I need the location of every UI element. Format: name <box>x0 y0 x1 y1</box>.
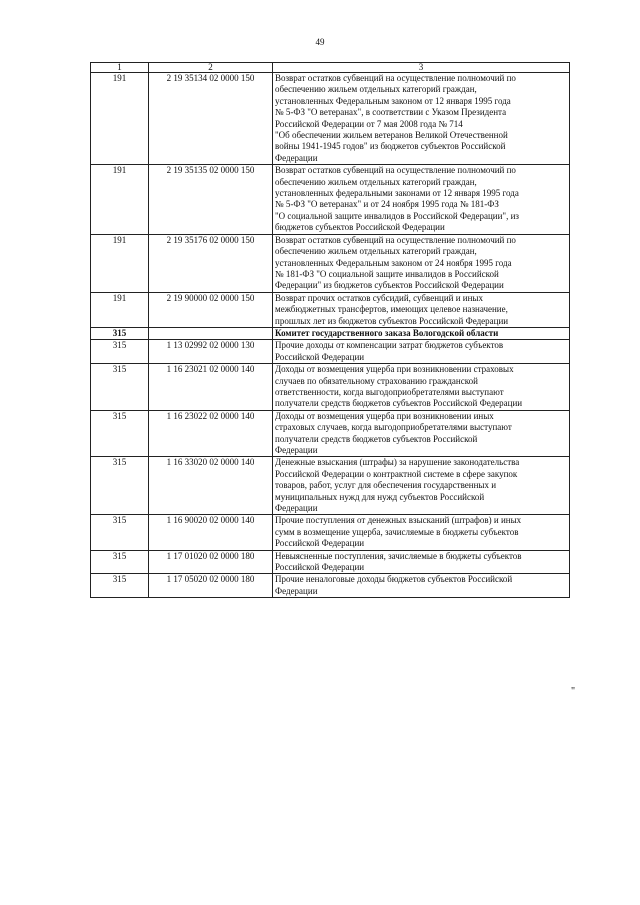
table-row <box>91 457 570 515</box>
description-cell: Прочие поступления от денежных взысканий (штрафов) и иных сумм в возмещение ущерба, зачисляемые в бюджеты субъектов Российской Федерации <box>273 515 570 550</box>
row-number-cell: 191 <box>91 292 149 327</box>
row-number-cell: 315 <box>91 327 149 339</box>
budget-code-cell: 1 16 33020 02 0000 140 <box>149 457 273 515</box>
closing-quote: " <box>571 686 576 697</box>
description-cell: Возврат остатков субвенций на осуществление полномочий по обеспечению жильем отдельных категорий граждан, установленных Федеральным законом от 24 ноября 1995 года № 181-ФЗ "О социальной защите инвалидов в Российской Федерации" из бюджетов субъектов Российской Федерации <box>273 234 570 292</box>
table-row <box>91 410 570 457</box>
row-number-cell: 315 <box>91 457 149 515</box>
budget-code-cell: 2 19 35176 02 0000 150 <box>149 234 273 292</box>
table-row <box>91 574 570 598</box>
column-header-3: 3 <box>273 63 570 73</box>
description-cell: Доходы от возмещения ущерба при возникновении страховых случаев по обязательному страхованию гражданской ответственности, когда выгодоприобретателями выступают получатели средств бюджетов субъектов Российской Федерации <box>273 364 570 411</box>
table-row <box>91 364 570 411</box>
budget-code-cell: 1 16 23021 02 0000 140 <box>149 364 273 411</box>
table-row <box>91 234 570 292</box>
budget-code-cell: 2 19 35135 02 0000 150 <box>149 165 273 234</box>
column-header-2: 2 <box>149 63 273 73</box>
budget-code-cell: 1 16 23022 02 0000 140 <box>149 410 273 457</box>
budget-code-cell <box>149 327 273 339</box>
row-number-cell: 315 <box>91 364 149 411</box>
row-number-cell: 191 <box>91 234 149 292</box>
table-row <box>91 292 570 327</box>
row-number-cell: 315 <box>91 340 149 364</box>
row-number-cell: 315 <box>91 515 149 550</box>
budget-classification-table <box>90 62 570 598</box>
description-cell: Прочие доходы от компенсации затрат бюджетов субъектов Российской Федерации <box>273 340 570 364</box>
table-row <box>91 550 570 574</box>
budget-code-cell: 1 16 90020 02 0000 140 <box>149 515 273 550</box>
table-row <box>91 73 570 165</box>
table-header-row <box>91 63 570 73</box>
budget-code-cell: 2 19 90000 02 0000 150 <box>149 292 273 327</box>
row-number-cell: 191 <box>91 165 149 234</box>
description-cell: Доходы от возмещения ущерба при возникновении иных страховых случаев, когда выгодоприобретателями выступают получатели средств бюджетов субъектов Российской Федерации <box>273 410 570 457</box>
row-number-cell: 191 <box>91 73 149 165</box>
description-cell: Невыясненные поступления, зачисляемые в бюджеты субъектов Российской Федерации <box>273 550 570 574</box>
row-number-cell: 315 <box>91 410 149 457</box>
table-row <box>91 340 570 364</box>
column-header-1: 1 <box>91 63 149 73</box>
description-cell: Возврат остатков субвенций на осуществление полномочий по обеспечению жильем отдельных категорий граждан, установленных Федеральным законом от 12 января 1995 года № 5-ФЗ "О ветеранах", в соответствии с Указом Президента Российской Федерации от 7 мая 2008 года № 714 "Об обеспечении жильем ветеранов Великой Отечественной войны 1941-1945 годов" из бюджетов субъектов Российской Федерации <box>273 73 570 165</box>
description-cell: Денежные взыскания (штрафы) за нарушение законодательства Российской Федерации о контрактной системе в сфере закупок товаров, работ, услуг для обеспечения государственных и муниципальных нужд для нужд субъектов Российской Федерации <box>273 457 570 515</box>
budget-code-cell: 1 13 02992 02 0000 130 <box>149 340 273 364</box>
description-cell: Прочие неналоговые доходы бюджетов субъектов Российской Федерации <box>273 574 570 598</box>
table-row <box>91 327 570 339</box>
row-number-cell: 315 <box>91 574 149 598</box>
description-cell: Возврат остатков субвенций на осуществление полномочий по обеспечению жильем отдельных категорий граждан, установленных федеральными законами от 12 января 1995 года № 5-ФЗ "О ветеранах" и от 24 ноября 1995 года № 181-ФЗ "О социальной защите инвалидов в Российской Федерации", из бюджетов субъектов Российской Федерации <box>273 165 570 234</box>
page-number: 49 <box>315 37 325 47</box>
table-row <box>91 515 570 550</box>
description-cell: Возврат прочих остатков субсидий, субвенций и иных межбюджетных трансфертов, имеющих целевое назначение, прошлых лет из бюджетов субъектов Российской Федерации <box>273 292 570 327</box>
budget-code-cell: 1 17 01020 02 0000 180 <box>149 550 273 574</box>
table-row <box>91 165 570 234</box>
row-number-cell: 315 <box>91 550 149 574</box>
budget-code-cell: 2 19 35134 02 0000 150 <box>149 73 273 165</box>
description-cell: Комитет государственного заказа Вологодской области <box>273 327 570 339</box>
budget-code-cell: 1 17 05020 02 0000 180 <box>149 574 273 598</box>
